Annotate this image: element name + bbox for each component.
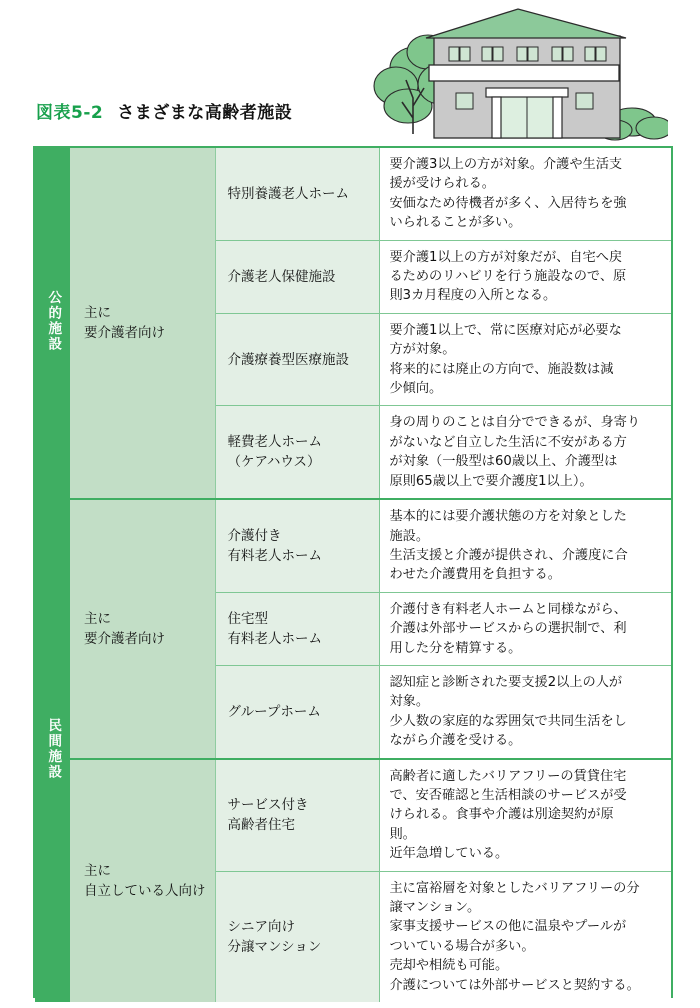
audience-line-2: 自立している人向け [84,882,206,899]
facility-name-cell [215,406,379,499]
desc-line: いられることが多い。 [389,215,522,231]
desc-line: 則3カ月程度の入所となる。 [389,288,557,304]
desc-line: 少人数の家庭的な雰囲気で共同生活をし [389,713,627,729]
desc-line: 少傾向。 [389,381,443,397]
audience-line-2: 要介護者向け [84,325,165,342]
facility-name-cell [215,148,379,240]
audience-line-1: 主に [84,862,111,879]
facility-line-2: 有料老人ホーム [227,630,322,647]
category-cell-public [35,148,70,499]
facility-line-2: 有料老人ホーム [227,547,322,564]
facility-line-1: グループホーム [227,703,321,720]
desc-line: で、安否確認と生活相談のサービスが受 [389,787,627,803]
table-row [35,759,671,872]
facility-description-cell [379,665,671,758]
desc-line: 家事支援サービスの他に温泉やプールが [389,919,627,935]
desc-line: が対象（一般型は60歳以上、介護型は [389,454,618,470]
facility-description-cell [379,240,671,313]
facility-line-1: 介護老人保健施設 [227,268,336,285]
facility-line-1: 軽費老人ホーム [227,434,322,451]
facility-line-1: サービス付き [227,796,309,813]
figure-title-text: さまざまな高齢者施設 [117,103,293,123]
facility-line-1: 住宅型 [227,610,268,627]
desc-line: るためのリハビリを行う施設なので、原 [389,269,627,285]
audience-line-1: 主に [84,610,111,627]
desc-line: ながら介護を受ける。 [389,733,522,749]
facility-description-cell [379,499,671,592]
desc-line: 将来的には廃止の方向で、施設数は減 [389,361,614,377]
facility-description-cell [379,759,671,872]
desc-line: わせた介護費用を負担する。 [389,567,561,583]
facility-name-cell [215,499,379,592]
category-cell-private [35,499,70,1002]
desc-line: 施設。 [389,528,430,544]
desc-line: 要介護3以上の方が対象。介護や生活支 [389,157,623,172]
desc-line: 要介護1以上で、常に医療対応が必要な [389,322,622,338]
desc-line: 認知症と診断された要支援2以上の人が [389,674,623,690]
desc-line: 則。 [389,826,416,842]
facility-line-1: シニア向け [227,918,295,935]
facility-name-cell [215,240,379,313]
facility-line-1: 特別養護老人ホーム [227,185,349,202]
table-row [35,148,671,240]
desc-line: 主に富裕層を対象としたバリアフリーの分 [389,880,640,896]
desc-line: 方が対象。 [389,342,456,358]
desc-line: 高齢者に適したバリアフリーの賃貸住宅 [389,768,627,784]
facility-description-cell [379,592,671,665]
figure-title [36,98,292,123]
facility-name-cell [215,665,379,758]
facility-line-1: 介護療養型医療施設 [227,351,349,368]
figure-number: 図表5-2 [36,103,104,123]
desc-line: 原則65歳以上で要介護度1以上）。 [389,473,593,489]
facility-description-cell [379,871,671,1002]
audience-cell [70,759,215,1002]
facility-line-1: 介護付き [227,527,282,544]
desc-line: ついている場合が多い。 [389,938,535,954]
desc-line: 売却や相続も可能。 [389,958,509,974]
facility-line-2: 分譲マンション [227,938,322,955]
category-label: 民間施設 [45,718,62,781]
facility-description-cell [379,313,671,406]
desc-line: 近年急増している。 [389,846,509,862]
desc-line: 対象。 [389,694,430,710]
desc-line: 譲マンション。 [389,900,481,915]
facility-line-2: （ケアハウス） [227,454,321,471]
audience-cell [70,499,215,758]
audience-cell [70,148,215,499]
facility-description-cell [379,406,671,499]
facility-name-cell [215,759,379,872]
facility-name-cell [215,871,379,1002]
desc-line: 援が受けられる。 [389,176,495,192]
desc-line: がないなど自立した生活に不安がある方 [389,434,627,450]
desc-line: けられる。食事や介護は別途契約が原 [389,807,614,823]
audience-line-2: 要介護者向け [84,630,165,647]
desc-line: 基本的には要介護状態の方を対象とした [389,509,627,525]
desc-line: 介護付き有料老人ホームと同様ながら、 [389,601,627,617]
facility-name-cell [215,592,379,665]
elderly-care-facility-building-illustration [368,6,668,146]
facility-name-cell [215,313,379,406]
desc-line: 介護は外部サービスからの選択制で、利 [389,621,627,637]
elderly-facility-table [33,146,673,998]
desc-line: 安価なため待機者が多く、入居待ちを強 [389,195,627,211]
category-label: 公的施設 [45,290,62,353]
desc-line: 生活支援と介護が提供され、介護度に合 [389,547,628,563]
facility-description-cell [379,148,671,240]
facility-line-2: 高齢者住宅 [227,817,295,834]
desc-line: 用した分を精算する。 [389,640,522,656]
table-row [35,499,671,592]
audience-line-1: 主に [84,304,111,321]
desc-line: 介護については外部サービスと契約する。 [389,977,640,993]
desc-line: 要介護1以上の方が対象だが、自宅へ戻 [389,249,623,265]
desc-line: 身の周りのことは自分でできるが、身寄り [389,415,641,431]
